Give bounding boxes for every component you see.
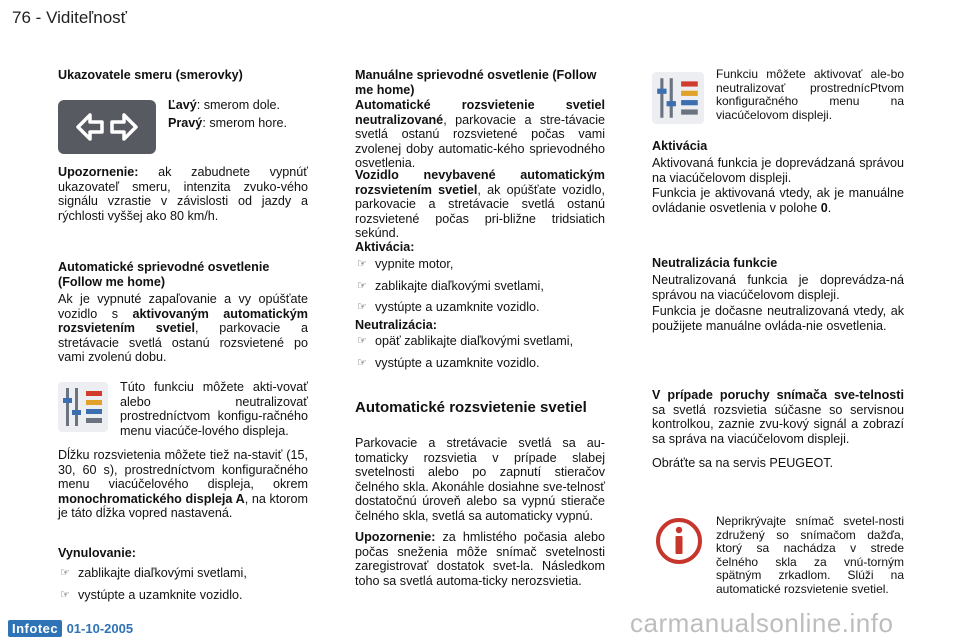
- config-menu-icon-box-2: [652, 72, 704, 124]
- list-item: [355, 279, 615, 294]
- list-item: [58, 588, 318, 603]
- auto-lighting-warning: [355, 530, 605, 588]
- warning-text: ak zabudnete vypnúť ukazovateľ smeru, intenzita zvuko-vého signálu vzrastie v závislosti od jazdy a rýchlosti vyššej ako 80 km/h.: [58, 165, 308, 223]
- pointer-icon: ☞: [357, 335, 367, 347]
- auto-follow-me-title: Automatické sprievodné osvetlenie (Follow me home): [58, 260, 270, 289]
- turn-signals-title: Ukazovatele smeru (smerovky): [58, 68, 243, 82]
- config-text-2: Funkciu môžete aktivovať ale-bo neutralizovať prostrednícPtvom konfiguračného menu na viacúčelovom displeji.: [716, 67, 904, 122]
- reset-title: Vynulovanie:: [58, 546, 136, 560]
- reset-item-2: vystúpte a uzamknite vozidlo.: [78, 587, 243, 602]
- manual-p1-text: , parkovacie a stre-távacie svetlá ostanú rozsvietené počas vami zvolenej doby automatic-kého sprievodného osvetlenia.: [355, 112, 605, 171]
- pointer-icon: ☞: [357, 356, 367, 369]
- list-item: [355, 356, 615, 371]
- fault-bold: V prípade poruchy snímača sve-telnosti: [652, 388, 904, 402]
- info-text: [652, 515, 904, 597]
- activation-item-3: vystúpte a uzamknite vozidlo.: [375, 300, 540, 315]
- pointer-icon: ☞: [357, 258, 367, 270]
- left-label: Ľavý: [168, 98, 197, 112]
- list-item: [355, 334, 615, 349]
- list-item: [58, 566, 318, 581]
- sensor-fault-p2: Obráťte sa na servis PEUGEOT.: [652, 456, 834, 470]
- turn-signal-warning: [58, 165, 308, 223]
- auto-follow-me-text: [58, 292, 308, 365]
- turn-signal-arrows-icon: [58, 100, 156, 154]
- activation-function-title: Aktivácia: [652, 139, 708, 153]
- act-p2-a: Funkcia je aktivovaná vtedy, ak je manuálne ovládanie osvetlenia v polohe: [652, 186, 904, 215]
- activation-title: Aktivácia:: [355, 240, 415, 254]
- config-menu-icon-box-1: [58, 382, 108, 432]
- duration-bold: monochromatického displeja A: [58, 491, 245, 506]
- auto-warn-text: za hmlistého počasia alebo počas sneženia môže snímač svetelnosti zaregistrovať dostatok svet-la. Následkom toho sa svetlá automa-ticky nerozsvietia.: [355, 530, 605, 588]
- pointer-icon: ☞: [357, 279, 367, 292]
- pointer-icon: ☞: [60, 588, 70, 601]
- header-separator: -: [35, 8, 42, 27]
- activation-function-p1: Aktivovaná funkcia je doprevádzaná správou na viacúčelovom displeji.: [652, 156, 904, 185]
- config-menu-icon: [58, 382, 108, 432]
- reset-item-1: zablikajte diaľkovými svetlami,: [78, 566, 247, 580]
- neutralization-function-p2: Funkcia je dočasne neutralizovaná vtedy, ak použijete manuálne ovláda-nie osvetlenia.: [652, 304, 904, 333]
- left-signal-text: [168, 98, 308, 113]
- config-text-1: Túto funkciu môžete akti-vovať alebo neutralizovať prostredníctvom konfigu-račného menu viacúče-lového displeja.: [120, 380, 308, 438]
- act-p2-bold: 0: [820, 200, 828, 215]
- manual-p1-bold: Automatické rozsvietenie svetiel neutralizované: [355, 98, 605, 127]
- list-item: [355, 300, 615, 315]
- duration-text-a: Dĺžku rozsvietenia môžete tiež na-staviť (15, 30, 60 s), prostredníctvom konfiguračného menu viacúčelového displeja, okrem: [58, 448, 308, 492]
- left-desc: : smerom dole.: [196, 98, 281, 112]
- manual-p2-text: , ak opúšťate vozidlo, parkovacie a stretávacie svetlá ostanú rozsvietené počas pri-bližne tridsiatich sekúnd.: [355, 182, 605, 241]
- right-desc: : smerom hore.: [202, 116, 288, 130]
- pointer-icon: ☞: [60, 567, 70, 579]
- neutralization-title: Neutralizácia:: [355, 318, 437, 332]
- fault-text: sa svetlá rozsvietia súčasne so servisnou kontrolkou, zaznie zvu-kový signál a zobrazí sa správa na viacúčelovom displeji.: [652, 402, 904, 446]
- watermark: carmanualsonline.info: [630, 608, 894, 638]
- page-title: Viditeľnosť: [46, 8, 128, 27]
- sensor-fault-text: [652, 388, 904, 446]
- sec2-text-b: , parkovacie a stretávacie svetlá ostanú rozsvietené po vami zvolenú dobu.: [58, 321, 308, 365]
- auto-warn-label: Upozornenie:: [355, 530, 436, 544]
- sec2-text-a: Ak je vypnuté zapaľovanie a vy opúšťate vozidlo s: [58, 292, 308, 321]
- auto-lighting-title: Automatické rozsvietenie svetiel: [355, 399, 587, 416]
- right-label: Pravý: [168, 116, 203, 130]
- pointer-icon: ☞: [357, 301, 367, 314]
- config-menu-icon: [652, 72, 704, 124]
- sec2-bold: aktivovaným automatickým rozsvietením svetiel: [58, 306, 308, 336]
- infotec-logo: Infotec: [8, 620, 62, 637]
- act-p2-b: .: [827, 200, 832, 215]
- warning-label: Upozornenie:: [58, 165, 139, 179]
- neutralization-list: [355, 334, 615, 377]
- arrows-icon: [58, 100, 156, 154]
- neutralization-function-p1: Neutralizovaná funkcia je doprevádza-ná správou na viacúčelovom displeji.: [652, 273, 904, 302]
- neutral-item-2: vystúpte a uzamknite vozidlo.: [375, 355, 540, 370]
- manual-p1: [355, 98, 605, 171]
- info-text-body: Neprikrývajte snímač svetel-nosti združený so snímačom dažďa, ktorý sa nachádza v strede čelného skla za vnú-torným spätným zrkadlom. Slúži na automatické rozsvietenie svetiel.: [716, 514, 904, 596]
- neutral-item-1: opäť zablikajte diaľkovými svetlami,: [375, 334, 574, 348]
- manual-follow-me-title: Manuálne sprievodné osvetlenie (Follow me home): [355, 68, 597, 97]
- manual-p2-bold: Vozidlo nevybavené automatickým rozsvietením svetiel: [355, 168, 605, 197]
- activation-item-2: zablikajte diaľkovými svetlami,: [375, 278, 544, 293]
- auto-lighting-text: Parkovacie a stretávacie svetlá sa au-tomaticky rozsvietia v prípade slabej svetelnosti alebo po zapnutí stieračov čelného skla. Akonáhle dosiahne sve-telnosť dostatočnú úroveň alebo sa vypnú stierače čelného skla, svetlá sa automaticky vypnú.: [355, 436, 605, 523]
- duration-text-b: , na ktorom je táto dĺžka vopred nastavená.: [58, 491, 308, 521]
- manual-p2: [355, 168, 605, 241]
- footer: [8, 620, 133, 638]
- right-signal-text: [168, 116, 308, 131]
- page-number: 76: [12, 8, 31, 27]
- footer-date: 01-10-2005: [66, 621, 134, 636]
- page-header: [12, 8, 127, 28]
- list-item: [355, 257, 615, 272]
- duration-text: [58, 448, 308, 521]
- activation-list: [355, 257, 615, 322]
- activation-function-p2: [652, 186, 904, 215]
- neutralization-function-title: Neutralizácia funkcie: [652, 256, 778, 270]
- activation-item-1: vypnite motor,: [375, 257, 454, 271]
- reset-list: [58, 566, 318, 609]
